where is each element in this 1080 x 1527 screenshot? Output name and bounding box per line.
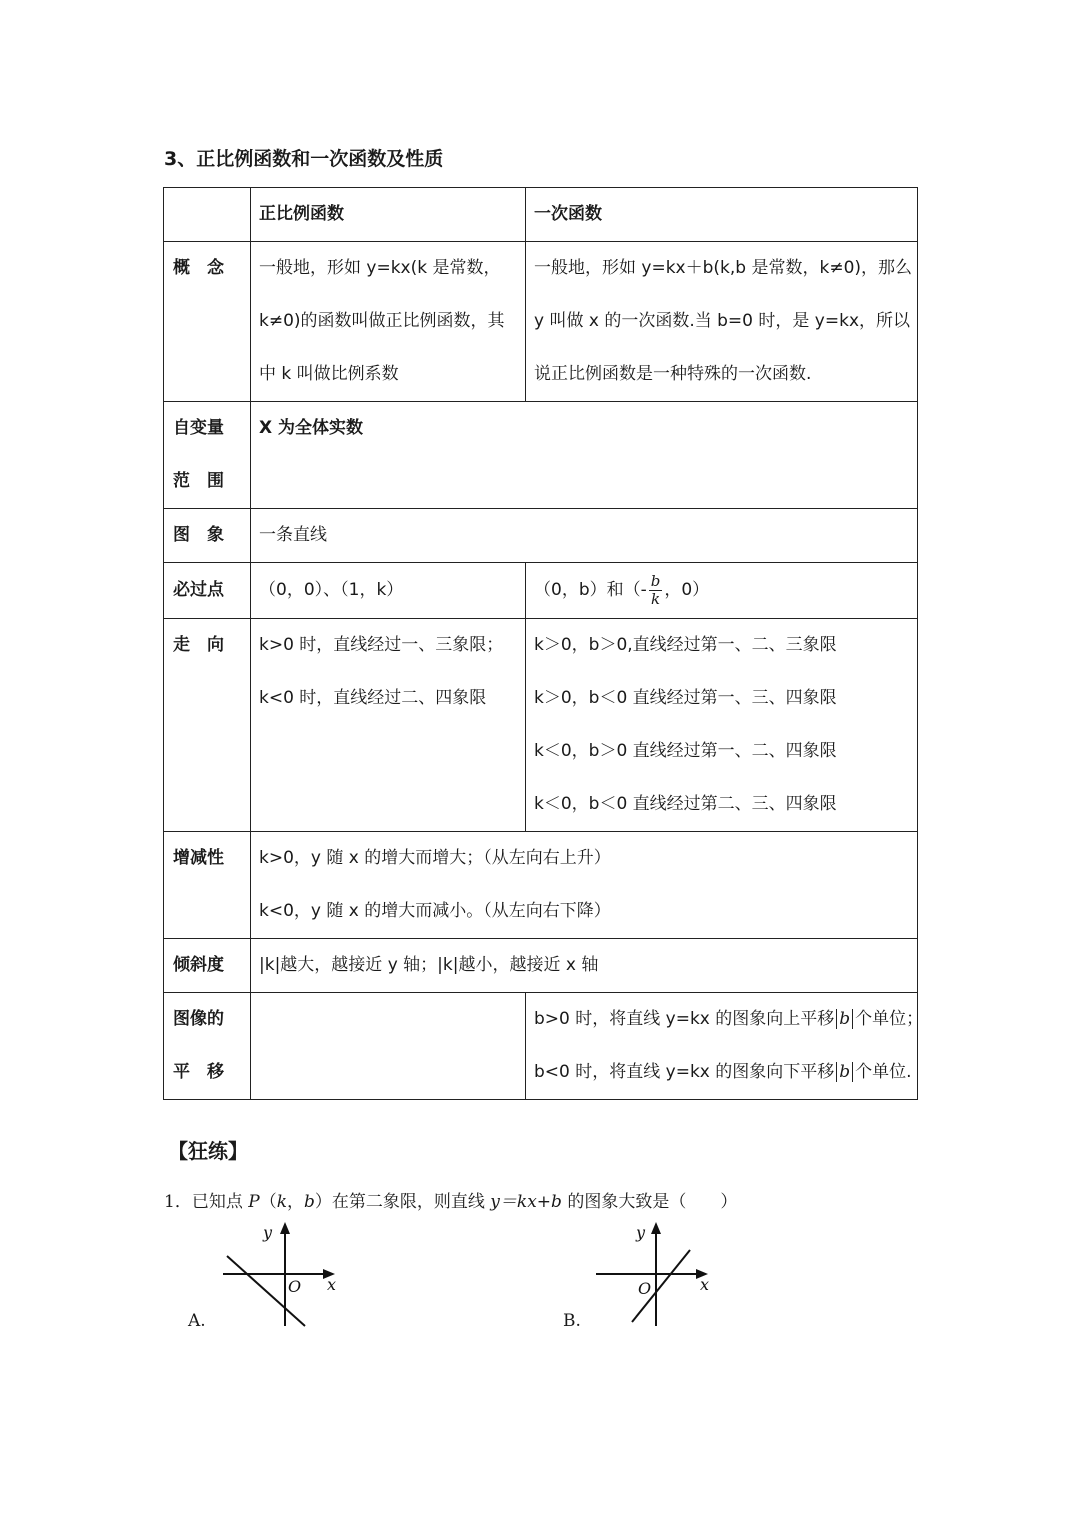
- x-label: x: [700, 1275, 710, 1294]
- points-text: ，0）: [664, 580, 710, 600]
- function-properties-table: [163, 187, 924, 1100]
- math-var: b: [304, 1192, 315, 1212]
- y-label: y: [636, 1223, 646, 1242]
- option-b-label[interactable]: B.: [563, 1311, 581, 1331]
- row-domain: [164, 402, 918, 509]
- monotonic-text: [251, 832, 918, 939]
- domain-text: X 为全体实数: [259, 418, 364, 438]
- translation-linear: [526, 993, 924, 1100]
- points-linear: [526, 563, 918, 619]
- table-header-blank: [164, 188, 251, 242]
- question-text: ，: [287, 1192, 304, 1212]
- section-title: 3、正比例函数和一次函数及性质: [164, 148, 444, 170]
- x-label: x: [327, 1275, 337, 1294]
- row-slope: [164, 939, 918, 993]
- row-direction: [164, 619, 918, 832]
- text-line: 中 k 叫做比例系数: [259, 364, 399, 384]
- math-var: k: [276, 1192, 287, 1212]
- translation-proportional-empty: [251, 993, 526, 1100]
- text-line: 说正比例函数是一种特殊的一次函数.: [534, 364, 812, 384]
- option-b-graph[interactable]: [590, 1218, 720, 1333]
- row-monotonic: [164, 832, 918, 939]
- text-segment: 个单位；: [855, 1009, 924, 1029]
- text-line: k＞0，b＜0 直线经过第一、三、四象限: [534, 688, 837, 708]
- label-slope: 倾斜度: [164, 939, 251, 993]
- text-line: k≠0)的函数叫做正比例函数，其: [259, 311, 505, 331]
- abs-b-symbol: b: [836, 1062, 853, 1082]
- option-a-graph[interactable]: [215, 1218, 345, 1333]
- question-text: ）在第二象限，则直线: [314, 1192, 485, 1212]
- label-line: 图像的: [173, 1009, 224, 1029]
- question-1: [164, 1187, 737, 1212]
- text-line: 一般地，形如 y=kx(k 是常数，: [259, 258, 501, 278]
- header-linear: 一次函数: [526, 188, 918, 242]
- direction-proportional: [251, 619, 526, 832]
- label-domain: [164, 402, 251, 509]
- label-line: 平 移: [173, 1062, 224, 1082]
- points-proportional: [251, 563, 526, 619]
- abs-b-symbol: b: [836, 1009, 853, 1029]
- text-line: [534, 1046, 912, 1099]
- domain-text-line: [259, 402, 909, 455]
- label-line: 范 围: [173, 471, 224, 491]
- label-graph: 图 象: [164, 509, 251, 563]
- domain-text-cell: [251, 402, 918, 509]
- row-points: [164, 563, 918, 619]
- math-equation: y＝kx+b: [490, 1192, 562, 1212]
- text-line: k＜0，b＞0 直线经过第一、二、四象限: [534, 741, 837, 761]
- text-line: 一般地，形如 y=kx＋b(k,b 是常数，k≠0)，那么: [534, 258, 913, 278]
- text-line: k＞0，b＞0,直线经过第一、二、三象限: [534, 635, 837, 655]
- math-var: P: [248, 1192, 260, 1212]
- label-points: 必过点: [164, 563, 251, 619]
- header-proportional: 正比例函数: [251, 188, 526, 242]
- text-line: k＜0，b＜0 直线经过第二、三、四象限: [534, 794, 837, 814]
- text-line: k<0 时，直线经过二、四象限: [259, 688, 487, 708]
- points-text: （0，b）和（-: [534, 580, 647, 600]
- text-segment: b>0 时，将直线 y=kx 的图象向上平移: [534, 1009, 835, 1029]
- concept-linear: [526, 242, 918, 402]
- label-monotonic: 增减性: [164, 832, 251, 939]
- concept-proportional: [251, 242, 526, 402]
- text-line: k>0，y 随 x 的增大而增大；（从左向右上升）: [259, 848, 611, 868]
- row-concept: [164, 242, 918, 402]
- label-direction: 走 向: [164, 619, 251, 832]
- question-text: 的图象大致是（ ）: [567, 1192, 738, 1212]
- text-segment: b<0 时，将直线 y=kx 的图象向下平移: [534, 1062, 835, 1082]
- label-translation: [164, 993, 251, 1100]
- y-label: y: [263, 1223, 273, 1242]
- label-concept: 概 念: [164, 242, 251, 402]
- origin-label: O: [638, 1279, 652, 1298]
- direction-linear: [526, 619, 918, 832]
- text-line: |k|越大，越接近 y 轴；|k|越小，越接近 x 轴: [259, 955, 599, 975]
- text-line: y 叫做 x 的一次函数.当 b=0 时，是 y=kx，所以: [534, 311, 911, 331]
- origin-label: O: [288, 1277, 302, 1296]
- y-axis-arrow: [280, 1222, 290, 1234]
- label-line: 自变量: [173, 418, 224, 438]
- text-segment: 个单位.: [855, 1062, 912, 1082]
- text-line: k<0，y 随 x 的增大而减小。（从左向右下降）: [259, 901, 611, 921]
- fraction-denominator: k: [651, 589, 661, 608]
- row-graph: [164, 509, 918, 563]
- text-line: 一条直线: [259, 525, 327, 545]
- table-header-row: [164, 188, 918, 242]
- points-text: （0，0）、（1，k）: [259, 580, 404, 600]
- fraction-numerator: b: [650, 571, 661, 590]
- slope-text: [251, 939, 918, 993]
- graph-text: [251, 509, 918, 563]
- practice-title: 【狂练】: [168, 1139, 248, 1163]
- fraction-b-over-k: [649, 573, 663, 608]
- question-text: 1．已知点: [164, 1192, 243, 1212]
- row-translation: [164, 993, 918, 1100]
- option-a-label[interactable]: A.: [188, 1311, 206, 1331]
- y-axis-arrow: [651, 1222, 661, 1234]
- question-text: （: [259, 1192, 277, 1212]
- text-line: [534, 993, 924, 1046]
- text-line: k>0 时，直线经过一、三象限；: [259, 635, 504, 655]
